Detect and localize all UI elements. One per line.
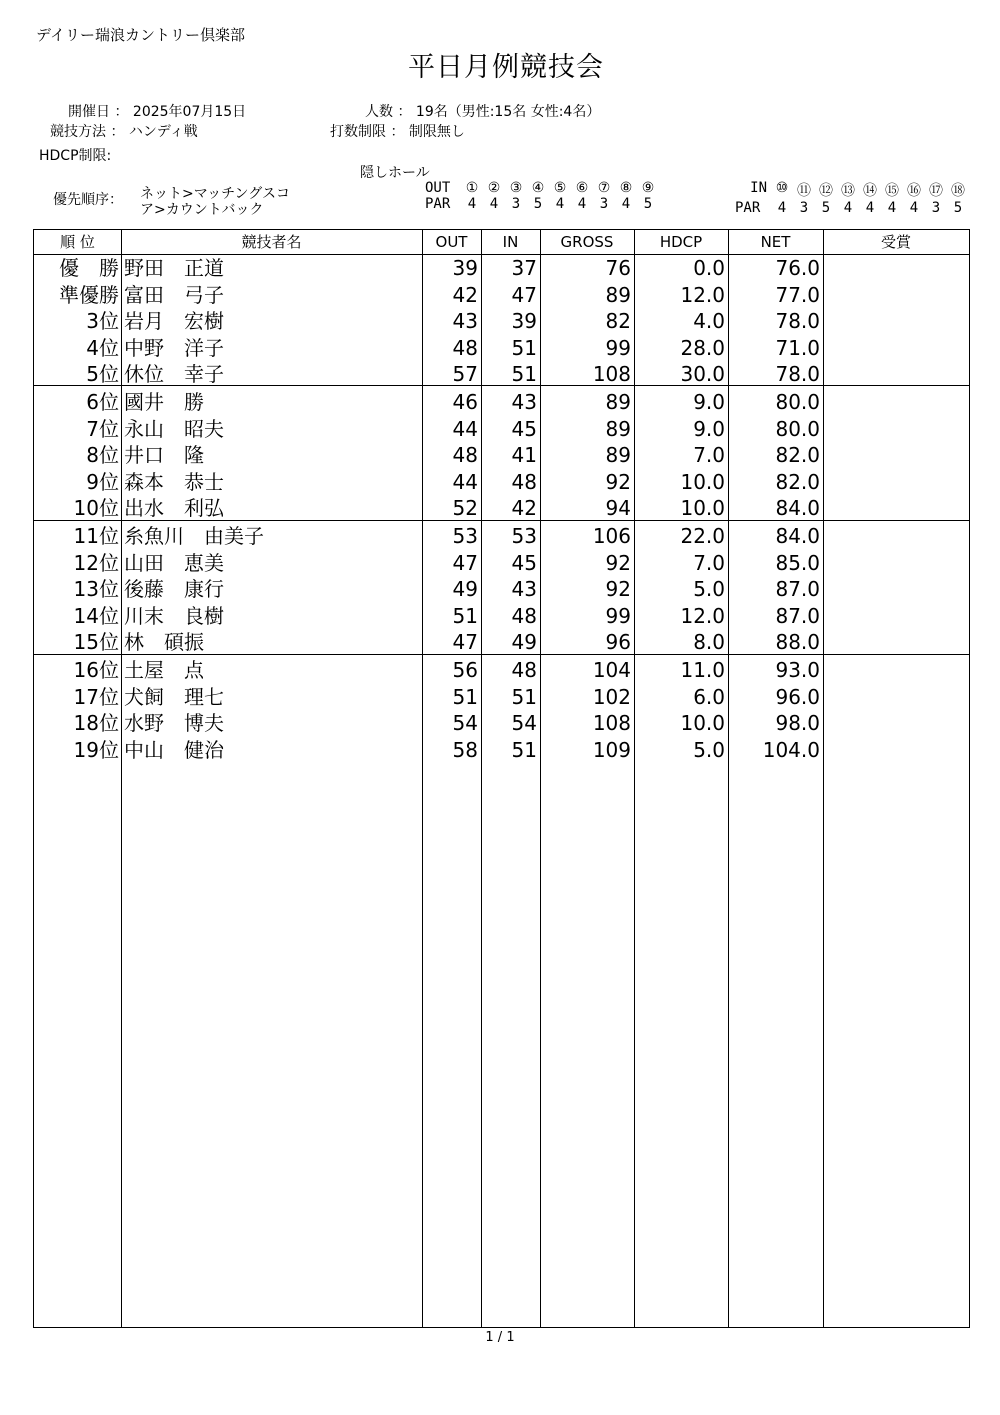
out-par-cell: 4 <box>621 196 631 212</box>
out-par-row <box>425 196 659 212</box>
cell-gross: 109 <box>592 737 631 762</box>
club-name: デイリー瑞浪カントリー倶楽部 <box>36 26 245 44</box>
cell-hdcp: 8.0 <box>693 630 725 654</box>
cell-rank: 7位 <box>86 416 119 441</box>
table-row <box>34 416 969 442</box>
cell-rank: 11位 <box>73 524 119 548</box>
method-value: ハンディ戦 <box>128 124 198 140</box>
cell-net: 80.0 <box>775 416 820 441</box>
cell-in: 39 <box>511 309 537 333</box>
cell-in: 48 <box>511 603 537 628</box>
cell-name: 糸魚川 由美子 <box>124 524 264 548</box>
out-label: OUT <box>425 180 451 196</box>
in-holes <box>735 180 969 216</box>
out-par-cell: 4 <box>555 196 565 212</box>
out-numbers-cell: ⑥ <box>575 180 589 196</box>
in-numbers-cell: ⑮ <box>885 183 899 199</box>
in-numbers-cell: ⑪ <box>797 183 811 199</box>
cell-in: 51 <box>511 684 537 709</box>
out-par-label: PAR <box>425 196 451 212</box>
out-par-cell: 3 <box>511 196 521 212</box>
out-par-cell: 5 <box>643 196 653 212</box>
limit-label: 打数制限 <box>330 124 386 140</box>
cell-gross: 104 <box>592 658 631 682</box>
cell-gross: 92 <box>605 469 631 494</box>
cell-hdcp: 9.0 <box>693 390 725 414</box>
cell-net: 85.0 <box>775 550 820 575</box>
cell-in: 43 <box>511 390 537 414</box>
cell-name: 後藤 康行 <box>124 577 224 601</box>
cell-net: 78.0 <box>775 362 820 386</box>
cell-in: 54 <box>511 711 537 735</box>
cell-rank: 18位 <box>73 711 119 735</box>
page-number: 1 / 1 <box>485 1330 515 1345</box>
cell-rank: 12位 <box>73 550 119 575</box>
hdcp-limit-label: HDCP制限: <box>39 148 112 164</box>
cell-hdcp: 5.0 <box>693 577 725 601</box>
cell-gross: 99 <box>605 603 631 628</box>
cell-gross: 94 <box>605 496 631 520</box>
cell-hdcp: 7.0 <box>693 550 725 575</box>
cell-out: 52 <box>452 496 478 520</box>
out-hole-numbers <box>425 180 659 196</box>
cell-net: 96.0 <box>775 684 820 709</box>
cell-in: 45 <box>511 550 537 575</box>
cell-rank: 6位 <box>86 390 119 414</box>
date-label: 開催日 <box>68 104 110 120</box>
table-row <box>34 469 969 495</box>
cell-name: 野田 正道 <box>124 256 224 280</box>
in-numbers-cell: ⑩ <box>775 180 789 196</box>
cell-name: 岩月 宏樹 <box>124 309 224 333</box>
cell-rank: 19位 <box>73 737 119 762</box>
cell-out: 47 <box>452 550 478 575</box>
cell-net: 93.0 <box>775 658 820 682</box>
out-numbers-cell: ① <box>465 180 479 196</box>
cell-name: 森本 恭士 <box>124 469 224 494</box>
cell-name: 永山 昭夫 <box>124 416 224 441</box>
cell-rank: 13位 <box>73 577 119 601</box>
col-header-name: 競技者名 <box>241 233 302 251</box>
page-title: 平日月例競技会 <box>408 52 604 83</box>
cell-rank: 5位 <box>86 362 119 386</box>
cell-hdcp: 22.0 <box>680 524 725 548</box>
out-par-cell: 3 <box>599 196 609 212</box>
colon: ： <box>110 124 125 140</box>
table-row <box>34 523 969 549</box>
cell-in: 51 <box>511 737 537 762</box>
cell-hdcp: 12.0 <box>680 282 725 307</box>
cell-out: 57 <box>452 362 478 386</box>
cell-out: 48 <box>452 335 478 360</box>
table-row <box>34 576 969 602</box>
cell-gross: 106 <box>592 524 631 548</box>
cell-out: 58 <box>452 737 478 762</box>
table-row <box>34 361 969 387</box>
in-par-cell: 4 <box>909 200 919 216</box>
in-numbers-cell: ⑱ <box>951 183 965 199</box>
out-numbers-cell: ⑤ <box>553 180 567 196</box>
out-numbers-cell: ④ <box>531 180 545 196</box>
cell-in: 41 <box>511 443 537 467</box>
cell-out: 48 <box>452 443 478 467</box>
cell-rank: 15位 <box>73 630 119 654</box>
priority-value-line2: ア>カウントバック <box>140 202 264 218</box>
method-label: 競技方法 <box>50 124 106 140</box>
cell-name: 中野 洋子 <box>124 335 224 360</box>
cell-net: 80.0 <box>775 390 820 414</box>
priority-value-line1: ネット>マッチングスコ <box>140 186 291 202</box>
cell-gross: 89 <box>605 282 631 307</box>
cell-hdcp: 7.0 <box>693 443 725 467</box>
cell-out: 51 <box>452 603 478 628</box>
in-numbers-cell: ⑰ <box>929 183 943 199</box>
cell-in: 53 <box>511 524 537 548</box>
priority-value <box>140 186 290 218</box>
cell-net: 82.0 <box>775 469 820 494</box>
cell-out: 42 <box>452 282 478 307</box>
cell-rank: 3位 <box>86 309 119 333</box>
table-row <box>34 550 969 576</box>
col-header-in: IN <box>502 233 519 251</box>
cell-in: 49 <box>511 630 537 654</box>
cell-gross: 99 <box>605 335 631 360</box>
cell-out: 47 <box>452 630 478 654</box>
cell-net: 84.0 <box>775 496 820 520</box>
in-numbers-cell: ⑫ <box>819 183 833 199</box>
colon: ： <box>397 104 412 120</box>
cell-gross: 92 <box>605 577 631 601</box>
table-row <box>34 657 969 683</box>
limit-info <box>330 121 465 141</box>
cell-gross: 92 <box>605 550 631 575</box>
in-par-cell: 4 <box>777 200 787 216</box>
out-numbers-cell: ⑧ <box>619 180 633 196</box>
cell-rank: 8位 <box>86 443 119 467</box>
cell-hdcp: 11.0 <box>680 658 725 682</box>
in-par-cell: 3 <box>799 200 809 216</box>
cell-hdcp: 30.0 <box>680 362 725 386</box>
cell-rank: 4位 <box>86 335 119 360</box>
cell-hdcp: 0.0 <box>693 256 725 280</box>
method-info <box>50 121 198 141</box>
cell-net: 76.0 <box>775 256 820 280</box>
out-par-cell: 5 <box>533 196 543 212</box>
cell-net: 87.0 <box>775 577 820 601</box>
cell-rank: 14位 <box>73 603 119 628</box>
col-header-net: NET <box>760 233 791 251</box>
out-par-cell: 4 <box>489 196 499 212</box>
cell-net: 104.0 <box>762 737 820 762</box>
table-row <box>34 389 969 415</box>
cell-rank: 16位 <box>73 658 119 682</box>
cell-net: 84.0 <box>775 524 820 548</box>
priority-label: 優先順序： <box>53 192 123 208</box>
in-numbers-cell: ⑭ <box>863 183 877 199</box>
cell-in: 45 <box>511 416 537 441</box>
cell-out: 46 <box>452 390 478 414</box>
table-row <box>34 737 969 763</box>
cell-name: 休位 幸子 <box>124 362 224 386</box>
cell-rank: 10位 <box>73 496 119 520</box>
cell-net: 78.0 <box>775 309 820 333</box>
cell-out: 44 <box>452 416 478 441</box>
col-header-gross: GROSS <box>560 233 614 251</box>
out-numbers-cell: ⑦ <box>597 180 611 196</box>
cell-out: 39 <box>452 256 478 280</box>
cell-hdcp: 10.0 <box>680 496 725 520</box>
hidden-holes-label: 隠しホール <box>360 165 430 181</box>
in-label: IN <box>750 180 767 196</box>
in-par-cell: 4 <box>887 200 897 216</box>
cell-name: 井口 隆 <box>124 443 204 467</box>
cell-name: 水野 博夫 <box>124 711 224 735</box>
cell-hdcp: 9.0 <box>693 416 725 441</box>
cell-in: 37 <box>511 256 537 280</box>
in-par-cell: 5 <box>821 200 831 216</box>
col-header-hdcp: HDCP <box>659 233 703 251</box>
cell-hdcp: 28.0 <box>680 335 725 360</box>
cell-hdcp: 4.0 <box>693 309 725 333</box>
cell-name: 山田 恵美 <box>124 550 224 575</box>
in-par-cell: 5 <box>953 200 963 216</box>
table-row <box>34 282 969 308</box>
col-header-award: 受賞 <box>880 233 911 251</box>
cell-gross: 89 <box>605 390 631 414</box>
in-par-cell: 3 <box>931 200 941 216</box>
table-row <box>34 308 969 334</box>
cell-in: 48 <box>511 658 537 682</box>
cell-name: 犬飼 理七 <box>124 684 224 709</box>
cell-gross: 82 <box>605 309 631 333</box>
table-row <box>34 442 969 468</box>
cell-net: 88.0 <box>775 630 820 654</box>
table-row <box>34 335 969 361</box>
cell-name: 出水 利弘 <box>124 496 224 520</box>
out-par-cell: 4 <box>577 196 587 212</box>
colon: ： <box>390 124 405 140</box>
cell-name: 中山 健治 <box>124 737 224 762</box>
cell-gross: 89 <box>605 416 631 441</box>
out-numbers-cell: ⑨ <box>641 180 655 196</box>
col-header-rank: 順 位 <box>60 233 95 251</box>
cell-hdcp: 10.0 <box>680 469 725 494</box>
cell-rank: 準優勝 <box>59 282 119 307</box>
players-label: 人数 <box>365 104 393 120</box>
results-table <box>33 229 970 1328</box>
cell-rank: 9位 <box>86 469 119 494</box>
out-numbers-cell: ② <box>487 180 501 196</box>
cell-in: 51 <box>511 362 537 386</box>
in-numbers-cell: ⑬ <box>841 183 855 199</box>
out-par-cell: 4 <box>467 196 477 212</box>
in-numbers-cell: ⑯ <box>907 183 921 199</box>
cell-net: 98.0 <box>775 711 820 735</box>
cell-name: 川末 良樹 <box>124 603 224 628</box>
in-par-cell: 4 <box>865 200 875 216</box>
cell-hdcp: 5.0 <box>693 737 725 762</box>
cell-in: 47 <box>511 282 537 307</box>
cell-out: 43 <box>452 309 478 333</box>
table-row <box>34 603 969 629</box>
cell-out: 54 <box>452 711 478 735</box>
in-par-label: PAR <box>735 200 761 216</box>
cell-gross: 89 <box>605 443 631 467</box>
cell-rank: 17位 <box>73 684 119 709</box>
colon: ： <box>114 104 129 120</box>
table-row <box>34 684 969 710</box>
players-info <box>365 101 600 121</box>
cell-out: 44 <box>452 469 478 494</box>
in-par-cell: 4 <box>843 200 853 216</box>
cell-out: 56 <box>452 658 478 682</box>
cell-hdcp: 12.0 <box>680 603 725 628</box>
cell-in: 43 <box>511 577 537 601</box>
cell-net: 71.0 <box>775 335 820 360</box>
cell-gross: 108 <box>592 362 631 386</box>
cell-name: 國井 勝 <box>124 390 204 414</box>
cell-gross: 102 <box>592 684 631 709</box>
cell-name: 土屋 点 <box>124 658 204 682</box>
cell-out: 49 <box>452 577 478 601</box>
date-info <box>68 101 246 121</box>
players-value: 19名（男性:15名 女性:4名） <box>415 104 601 120</box>
table-row <box>34 495 969 521</box>
cell-net: 82.0 <box>775 443 820 467</box>
cell-name: 林 碩振 <box>124 630 204 654</box>
out-holes <box>425 180 659 212</box>
cell-in: 42 <box>511 496 537 520</box>
in-hole-numbers <box>735 180 969 200</box>
table-row <box>34 710 969 736</box>
cell-hdcp: 6.0 <box>693 684 725 709</box>
date-value: 2025年07月15日 <box>132 104 247 120</box>
limit-value: 制限無し <box>408 124 465 140</box>
in-par-row <box>735 200 969 216</box>
cell-rank: 優 勝 <box>59 256 119 280</box>
cell-gross: 108 <box>592 711 631 735</box>
cell-out: 51 <box>452 684 478 709</box>
cell-gross: 96 <box>605 630 631 654</box>
cell-gross: 76 <box>605 256 631 280</box>
cell-out: 53 <box>452 524 478 548</box>
cell-net: 87.0 <box>775 603 820 628</box>
cell-net: 77.0 <box>775 282 820 307</box>
cell-name: 富田 弓子 <box>124 282 224 307</box>
cell-in: 51 <box>511 335 537 360</box>
table-row <box>34 255 969 281</box>
cell-in: 48 <box>511 469 537 494</box>
table-row <box>34 629 969 655</box>
out-numbers-cell: ③ <box>509 180 523 196</box>
col-header-out: OUT <box>435 233 468 251</box>
cell-hdcp: 10.0 <box>680 711 725 735</box>
